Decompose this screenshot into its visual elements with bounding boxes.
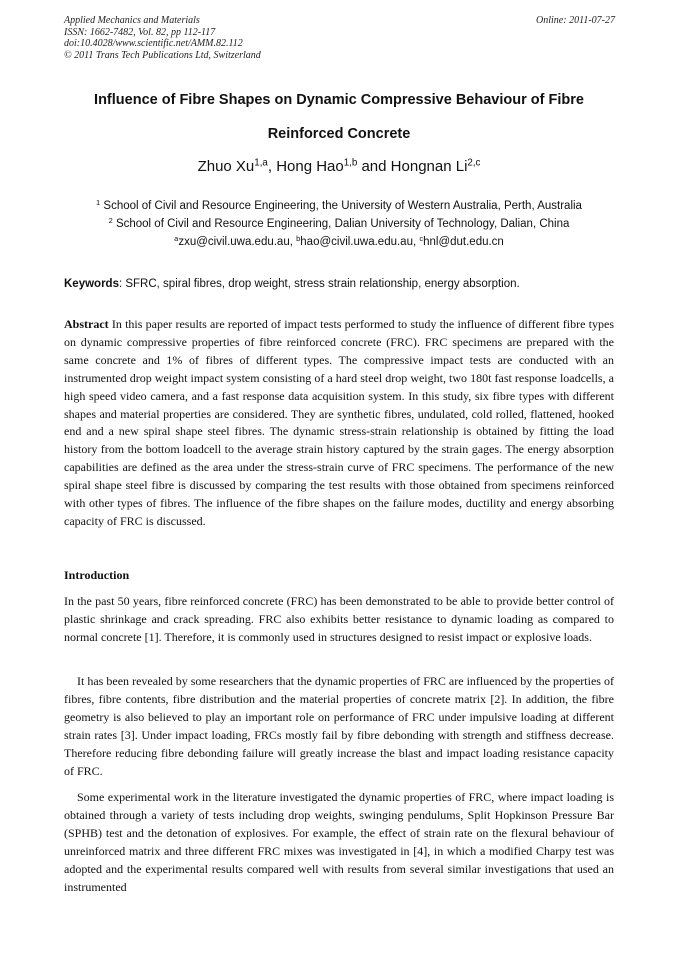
author-affiliation-mark: 1,a — [254, 157, 268, 169]
author-name: Hongnan Li — [390, 158, 468, 175]
intro-paragraph-3: Some experimental work in the literature investigated the dynamic properties of FRC, where impact loading is obtained through a variety of tests including drop weights, swinging pendulums, Split Hopkinson Pressure Bar (SPHB) test and the detonation of explosives. For example, the effect of strain rate on the flexural behaviour of unreinforced matrix and three different FRC mixes was investigated in [4], in which a modified Charpy test was adopted and the experimental results compared well with results from several similar investigations that used an instrumented — [64, 790, 614, 894]
email-mark: a — [174, 233, 179, 243]
author-emails — [40, 233, 638, 248]
affiliation-mark: 1 — [96, 197, 101, 207]
author-affiliation-mark: 2,c — [467, 157, 481, 169]
author-separator: , — [267, 158, 277, 175]
abstract-label: Abstract — [64, 317, 109, 331]
affiliation-2 — [40, 215, 638, 230]
affiliation-mark: 2 — [108, 215, 113, 225]
author-name: Hong Hao — [276, 158, 344, 175]
journal-name: Applied Mechanics and Materials — [64, 15, 200, 26]
keywords-label: Keywords — [64, 278, 119, 290]
email-mark: b — [296, 233, 301, 243]
email-mark: c — [419, 233, 424, 243]
paper-title-line-1: Influence of Fibre Shapes on Dynamic Compressive Behaviour of Fibre — [94, 92, 584, 108]
affiliation-text: School of Civil and Resource Engineering, the University of Western Australia, Perth, Australia — [100, 200, 582, 212]
issn-line: ISSN: 1662-7482, Vol. 82, pp 112-117 — [64, 26, 216, 38]
keywords-text: : SFRC, spiral fibres, drop weight, stress strain relationship, energy absorption. — [118, 278, 520, 290]
abstract-text: In this paper results are reported of impact tests performed to study the influence of different fibre types on dynamic compressive properties of fibre reinforced concrete (FRC). FRC specimens are prepared with the same concrete and 1% of fibres of different types. The compressive impact tests are conducted with an instrumented drop weight impact system consisting of a hard steel drop weight, two 180t fast response loadcells, a high speed video camera, and a fast response data acquisition system. In this study, six fibre types with different shapes and material properties are considered. They are synthetic fibres, undulated, cold rolled, flattened, hooked end and a new spiral shape steel fibres. The dynamic stress-strain relationship is obtained by fitting the load history from the bottom loadcell to the average strain history captured by the strain gages. The energy absorption capabilities are defined as the area under the stress-strain curve of FRC specimens. The performance of the new spiral shape steel fibre is discussed by comparing the test results with those obtained from specimens reinforced with other types of fibres. The influence of the fibre shapes on the failure modes, ductility and energy absorbing capacity of FRC is discussed. — [64, 317, 614, 528]
journal-info — [64, 15, 261, 61]
intro-paragraph-2: It has been revealed by some researchers that the dynamic properties of FRC are influenced by the properties of fibres, fibre contents, fibre distribution and the material properties of concrete matrix [2]. In addition, the fibre geometry is also believed to play an important role on performance of FRC under impulsive loading at different strain rates [3]. Under impact loading, FRCs mostly fail by fibre debonding with strength and stiffness decrease. Therefore reducing fibre debonding failure will greatly increase the blast and impact loading resistance capacity of FRC. — [64, 674, 614, 778]
author-name: Zhuo Xu — [197, 158, 255, 175]
introduction-heading: Introduction — [64, 568, 130, 582]
email-link: hnl@dut.edu.cn — [423, 236, 504, 248]
affiliation-1 — [40, 197, 638, 212]
author-list — [40, 158, 638, 175]
copyright-line: © 2011 Trans Tech Publications Ltd, Switzerland — [64, 49, 261, 61]
online-date: Online: 2011-07-27 — [536, 15, 615, 26]
doi-line: doi:10.4028/www.scientific.net/AMM.82.112 — [64, 38, 243, 49]
email-link: zxu@civil.uwa.edu.au, — [178, 236, 297, 248]
affiliation-text: School of Civil and Resource Engineering, Dalian University of Technology, Dalian, China — [112, 218, 570, 230]
paper-title-line-2: Reinforced Concrete — [267, 126, 411, 142]
author-separator: and — [357, 158, 391, 175]
intro-paragraph-1: In the past 50 years, fibre reinforced concrete (FRC) has been demonstrated to be able to provide better control of plastic shrinkage and crack spreading. FRC also exhibits better resistance to dynamic loading as compared to normal concrete [1]. Therefore, it is commonly used in structures designed to resist impact or explosive loads. — [64, 594, 614, 644]
email-link: hao@civil.uwa.edu.au, — [300, 236, 420, 248]
abstract — [64, 316, 614, 531]
keywords — [64, 278, 614, 290]
author-affiliation-mark: 1,b — [343, 157, 358, 169]
